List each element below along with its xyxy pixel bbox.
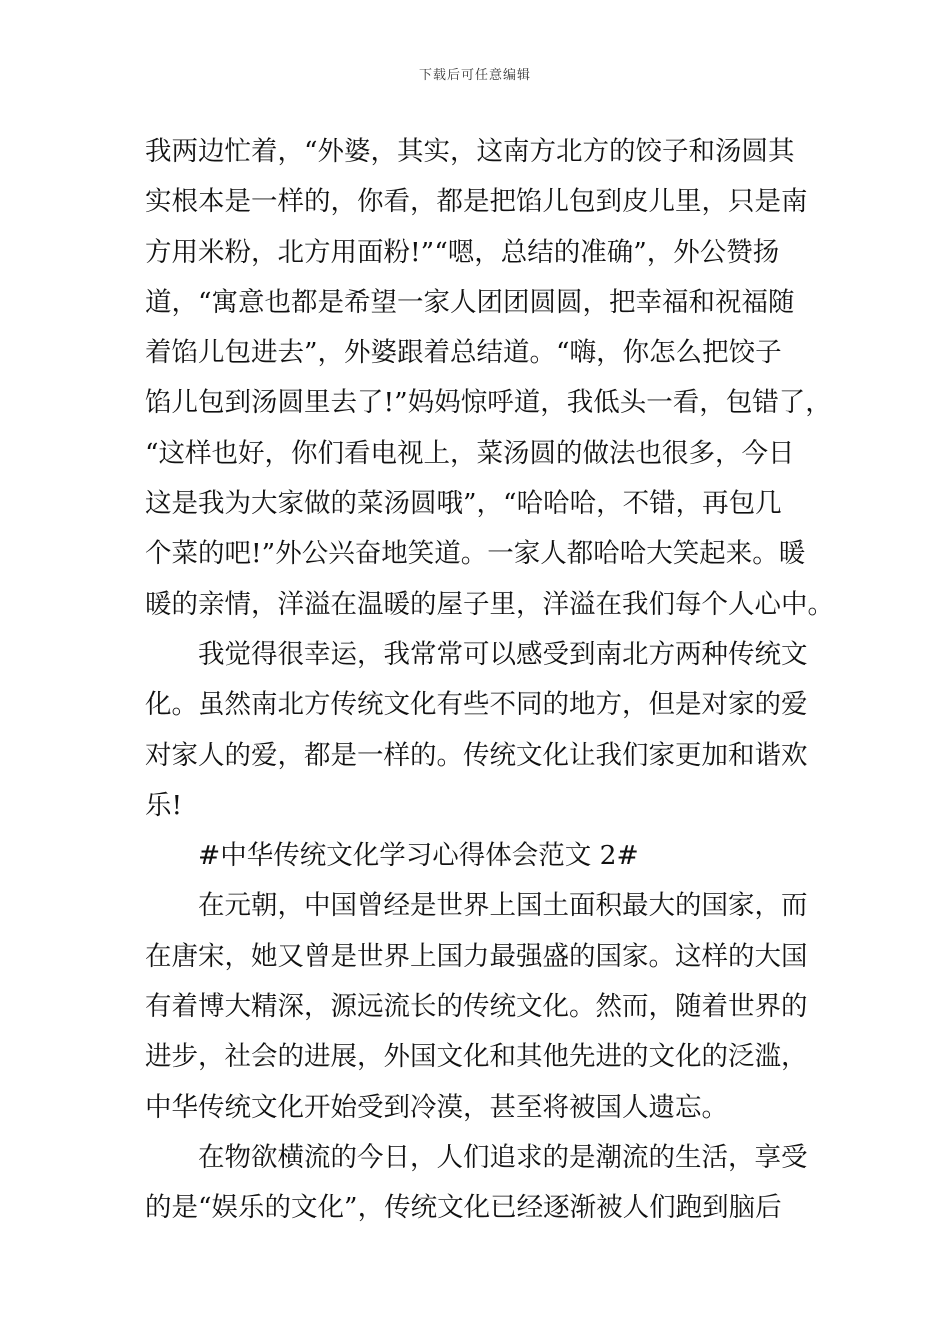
text-line: 馅儿包到汤圆里去了!”妈妈惊呼道，我低头一看，包错了， — [145, 387, 832, 419]
text-line: 个菜的吧!”外公兴奋地笑道。一家人都哈哈大笑起来。暖 — [145, 538, 806, 570]
text-line: 中华传统文化开始受到冷漠，甚至将被国人遗忘。 — [145, 1091, 728, 1123]
paragraph-first-line: 在物欲横流的今日，人们追求的是潮流的生活，享受 — [198, 1141, 808, 1173]
paragraph-first-line: 我觉得很幸运，我常常可以感受到南北方两种传统文 — [198, 638, 808, 670]
text-line: 道，“寓意也都是希望一家人团团圆圆，把幸福和祝福随 — [145, 286, 795, 318]
section-heading: #中华传统文化学习心得体会范文 2# — [198, 840, 639, 872]
text-line: 我两边忙着，“外婆，其实，这南方北方的饺子和汤圆其 — [145, 136, 795, 167]
page-header: 下载后可任意编辑 — [418, 68, 531, 83]
text-line: 实根本是一样的，你看，都是把馅儿包到皮儿里，只是南 — [145, 186, 808, 218]
paragraph-first-line: 在元朝，中国曾经是世界上国土面积最大的国家，而 — [198, 890, 808, 922]
text-line: 进步，社会的进展，外国文化和其他先进的文化的泛滥， — [145, 1041, 808, 1073]
text-line: “这样也好，你们看电视上，菜汤圆的做法也很多，今日 — [145, 437, 795, 469]
text-line: 在唐宋，她又曾是世界上国力最强盛的国家。这样的大国 — [145, 940, 808, 972]
text-line: 着馅儿包进去”，外婆跟着总结道。“嗨，你怎么把饺子 — [145, 337, 782, 369]
text-line: 方用米粉，北方用面粉!”“嗯，总结的准确”，外公赞扬 — [145, 236, 780, 268]
text-line: 化。虽然南北方传统文化有些不同的地方，但是对家的爱 — [145, 689, 808, 721]
document-body — [145, 127, 834, 1234]
text-line: 暖的亲情，洋溢在温暖的屋子里，洋溢在我们每个人心中。 — [145, 588, 834, 620]
text-line: 这是我为大家做的菜汤圆哦”，“哈哈哈，不错，再包几 — [145, 488, 782, 520]
text-line: 的是“娱乐的文化”，传统文化已经逐渐被人们跑到脑后 — [145, 1192, 782, 1224]
text-line: 有着博大精深，源远流长的传统文化。然而，随着世界的 — [145, 991, 808, 1023]
text-line: 乐! — [145, 789, 183, 821]
text-line: 对家人的爱，都是一样的。传统文化让我们家更加和谐欢 — [145, 739, 808, 771]
